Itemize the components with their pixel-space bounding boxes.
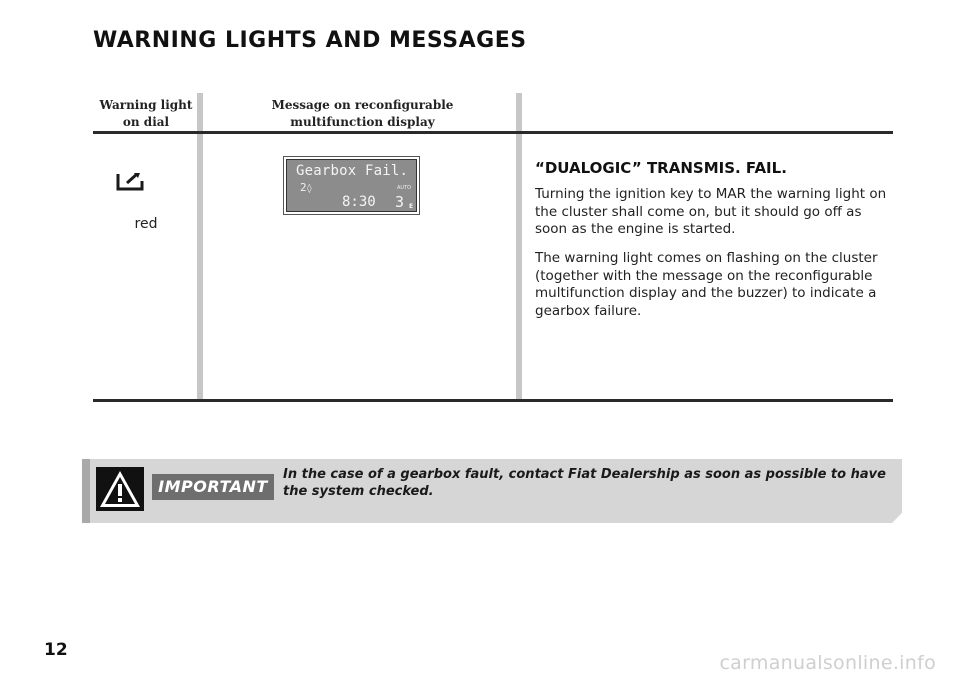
display-screen (286, 159, 417, 212)
column-header-message: Message on reconfigurable multifunction display (271, 98, 454, 129)
page-title: WARNING LIGHTS AND MESSAGES (93, 28, 527, 53)
display-time: 8:30 (342, 194, 376, 210)
description-paragraph: Turning the ignition key to MAR the warning light on the cluster shall come on, but it should go off as soon as the engine is started. (535, 186, 887, 237)
table-header-rule (93, 131, 893, 134)
display-message: Gearbox Fail. (296, 163, 409, 179)
multifunction-display (283, 156, 420, 215)
warning-light-color: red (134, 216, 158, 232)
notice-strip (82, 459, 90, 523)
display-left-indicator: 2◊ (300, 181, 313, 194)
table-bottom-rule (93, 399, 893, 402)
warning-triangle-icon (96, 467, 144, 511)
lamp-icon: ◊ (306, 184, 313, 194)
column-header-warning-light: Warning light on dial (99, 98, 193, 129)
description-paragraph: The warning light comes on flashing on the cluster (together with the message on the reconfigurable multifunction display and the buzzer) to indicate a gearbox failure. (535, 250, 878, 319)
gearbox-fault-warning-icon (115, 170, 145, 192)
display-gear-suffix: E (409, 203, 414, 210)
message-heading: “DUALOGIC” TRANSMIS. FAIL. (535, 159, 787, 177)
warning-triangle-badge (96, 467, 144, 511)
page-number: 12 (44, 640, 68, 660)
display-mode: AUTO (397, 185, 412, 191)
column-divider (516, 93, 522, 401)
important-label: IMPORTANT (152, 474, 274, 500)
display-gear: 3 (395, 193, 405, 211)
column-divider (197, 93, 203, 401)
notice-corner (892, 459, 902, 523)
footer-watermark: carmanualsonline.info (719, 652, 936, 674)
important-text: In the case of a gearbox fault, contact Fiat Dealership as soon as possible to have the system checked. (283, 467, 886, 499)
